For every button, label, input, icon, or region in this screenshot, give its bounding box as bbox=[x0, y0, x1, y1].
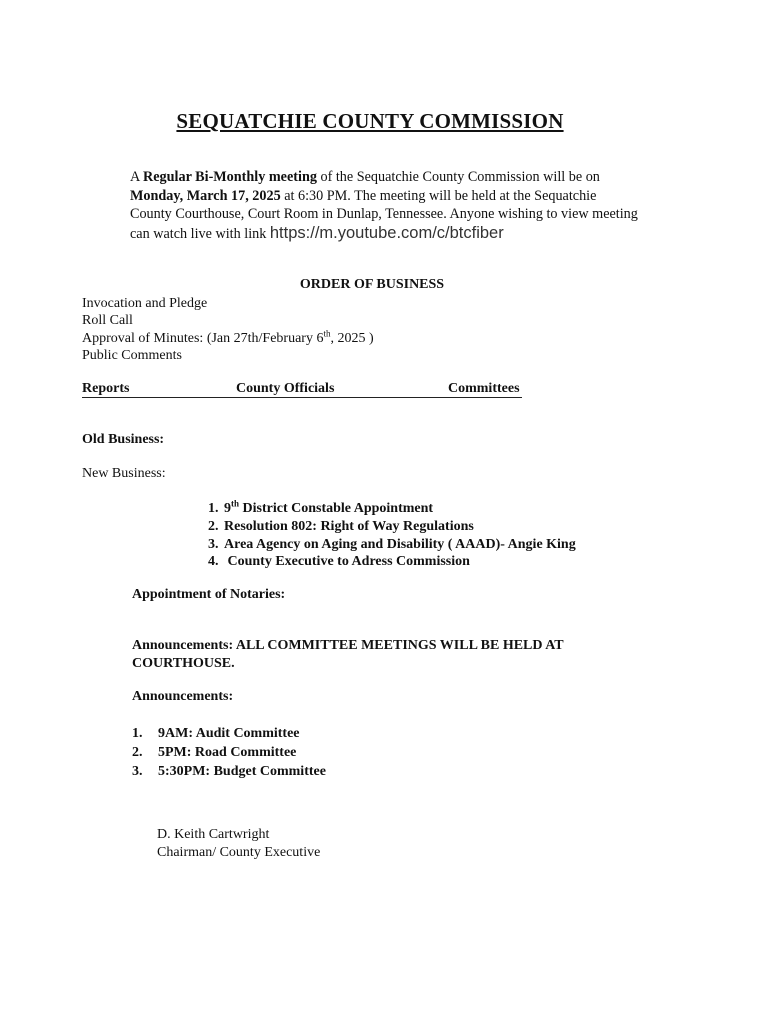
signer-name: D. Keith Cartwright bbox=[157, 827, 270, 842]
signer-role: Chairman/ County Executive bbox=[157, 845, 321, 860]
meeting-date: Monday, March 17, 2025 bbox=[130, 187, 281, 204]
reports-label: Reports bbox=[82, 381, 130, 396]
notice-text: County Courthouse, Court Room in Dunlap, Tennessee. Anyone wishing to view meeting bbox=[130, 206, 638, 222]
list-item: 2. Resolution 802: Right of Way Regulations bbox=[208, 518, 474, 534]
notice-text: at 6:30 PM. The meeting will be held at the Sequatchie bbox=[280, 187, 597, 204]
list-item: 3. Area Agency on Aging and Disability ( AAAD)- Angie King bbox=[208, 536, 576, 552]
announcements-list bbox=[132, 724, 326, 781]
new-business-list bbox=[208, 500, 576, 571]
youtube-link[interactable]: https://m.youtube.com/c/btcfiber bbox=[269, 223, 504, 242]
new-business-heading: New Business: bbox=[82, 466, 166, 481]
order-of-business-heading: ORDER OF BUSINESS bbox=[299, 277, 445, 292]
page-title: SEQUATCHIE COUNTY COMMISSION bbox=[176, 109, 564, 133]
list-item: 2. 5PM: Road Committee bbox=[132, 745, 297, 760]
agenda-item: Invocation and Pledge bbox=[82, 296, 208, 311]
list-item: 3. 5:30PM: Budget Committee bbox=[132, 764, 326, 779]
agenda-item: Roll Call bbox=[82, 313, 133, 329]
list-item: 4. County Executive to Adress Commission bbox=[208, 554, 470, 570]
notaries-heading: Appointment of Notaries: bbox=[132, 587, 286, 602]
list-item: 1. 9AM: Audit Committee bbox=[132, 726, 300, 741]
notice-text: of the Sequatchie County Commission will be on bbox=[316, 169, 600, 185]
announcements-heading: Announcements: bbox=[132, 689, 234, 704]
meeting-type: Regular Bi-Monthly meeting bbox=[143, 169, 317, 185]
agenda-item: Approval of Minutes: (Jan 27th/February 6th, 2025 ) bbox=[82, 328, 374, 346]
notice-text: can watch live with link bbox=[130, 225, 270, 242]
signature-block bbox=[157, 826, 320, 862]
notice-text: A bbox=[130, 169, 144, 185]
agenda-item: Public Comments bbox=[82, 348, 182, 364]
committee-announcement: Announcements: ALL COMMITTEE MEETINGS WILL BE HELD AT COURTHOUSE. bbox=[132, 638, 564, 671]
committees-label: Committees bbox=[448, 381, 520, 396]
list-item: 1. 9th District Constable Appointment bbox=[208, 498, 434, 516]
agenda-list bbox=[82, 295, 374, 365]
old-business-heading: Old Business: bbox=[82, 432, 165, 447]
meeting-notice bbox=[130, 168, 690, 243]
columns-underline bbox=[82, 397, 522, 398]
county-officials-label: County Officials bbox=[236, 381, 335, 396]
